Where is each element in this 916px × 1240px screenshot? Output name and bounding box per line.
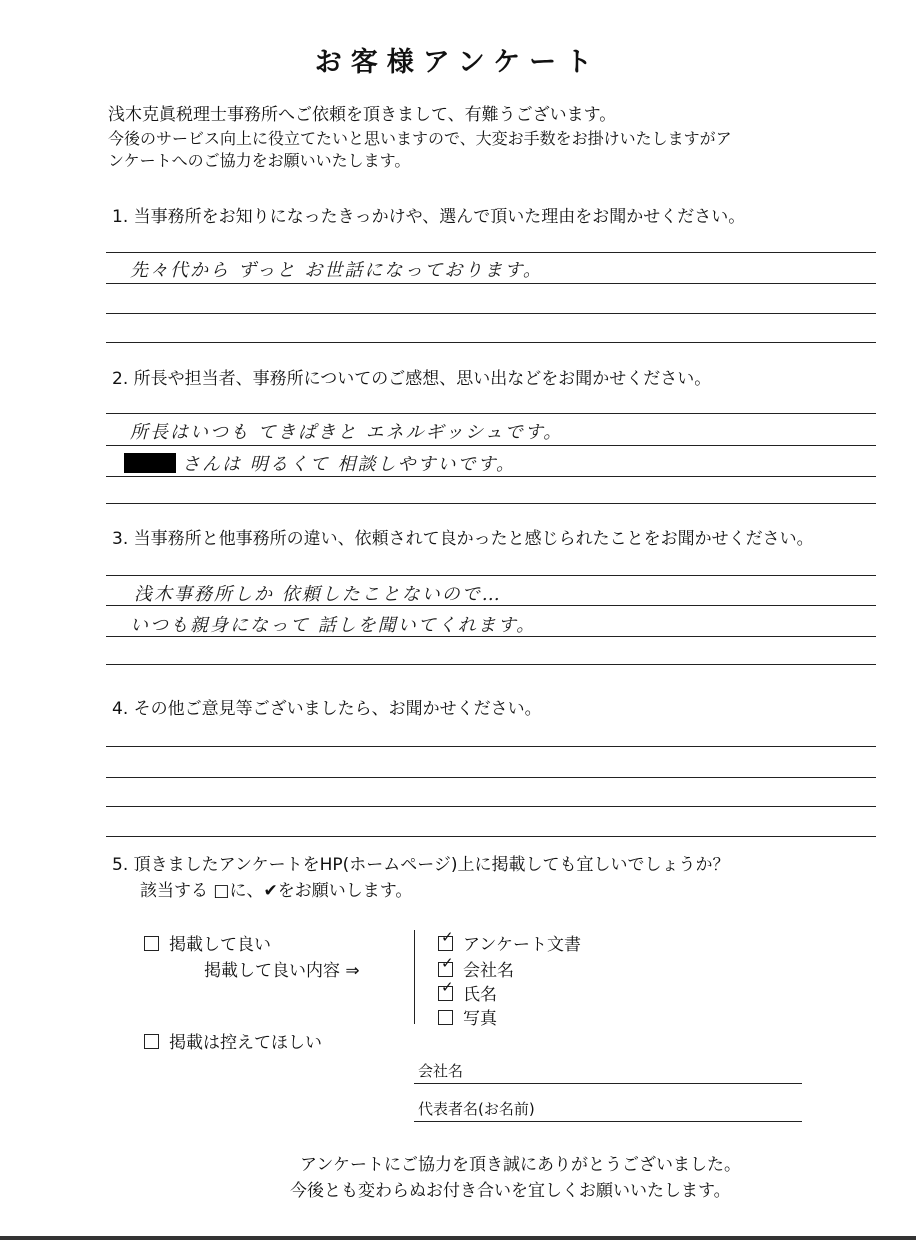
question-2: 2. 所長や担当者、事務所についてのご感想、思い出などをお聞かせください。 xyxy=(112,369,712,389)
publish-ng-checkbox[interactable] xyxy=(144,1034,159,1049)
q2-answer-2: さんは 明るくて 相談しやすいです。 xyxy=(182,454,517,475)
question-5-instruction: 該当する □に、✔をお願いします。 xyxy=(140,881,413,901)
answer-line xyxy=(106,476,876,477)
option-person-name[interactable] xyxy=(438,980,497,1005)
intro-line-3: ンケートへのご協力をお願いいたします。 xyxy=(108,151,411,170)
answer-line xyxy=(106,283,876,284)
options-bracket xyxy=(414,930,415,1024)
option-company-name-label: 会社名 xyxy=(463,961,514,981)
question-4: 4. その他ご意見等ございましたら、お聞かせください。 xyxy=(112,699,542,719)
answer-line xyxy=(106,313,876,314)
question-1: 1. 当事務所をお知りになったきっかけや、選んで頂いた理由をお聞かせください。 xyxy=(112,207,746,227)
answer-line xyxy=(106,636,876,637)
representative-name-label: 代表者名(お名前) xyxy=(418,1100,535,1118)
option-person-name-checkbox[interactable] xyxy=(438,978,454,1001)
answer-line xyxy=(106,252,876,253)
answer-line xyxy=(106,503,876,504)
option-photo[interactable] xyxy=(438,1004,497,1029)
answer-line xyxy=(106,445,876,446)
option-company-name-checkbox[interactable] xyxy=(438,954,454,977)
answer-line xyxy=(106,605,876,606)
intro-line-2: 今後のサービス向上に役立てたいと思いますので、大変お手数をお掛けいたしますがア xyxy=(108,129,732,148)
q1-answer-1: 先々代から ずっと お世話になっております。 xyxy=(130,260,543,281)
closing-line-2: 今後とも変わらぬお付き合いを宜しくお願いいたします。 xyxy=(290,1181,731,1201)
answer-line xyxy=(106,342,876,343)
q2-answer-1: 所長はいつも てきぱきと エネルギッシュです。 xyxy=(130,422,564,443)
publish-ok-option[interactable] xyxy=(144,930,271,955)
company-name-field-line[interactable] xyxy=(414,1083,802,1084)
question-5: 5. 頂きましたアンケートをHP(ホームページ)上に掲載しても宜しいでしょうか？ xyxy=(112,855,730,875)
answer-line xyxy=(106,413,876,414)
intro-line-1: 浅木克眞税理士事務所へご依頼を頂きまして、有難うございます。 xyxy=(108,105,617,125)
option-survey-doc-label: アンケート文書 xyxy=(463,935,581,955)
answer-line xyxy=(106,777,876,778)
option-person-name-label: 氏名 xyxy=(463,985,497,1005)
publish-ok-label: 掲載して良い xyxy=(169,935,271,955)
publish-ok-checkbox[interactable] xyxy=(144,936,159,951)
redacted-name-block xyxy=(124,453,176,473)
answer-line xyxy=(106,836,876,837)
answer-line xyxy=(106,746,876,747)
option-survey-doc[interactable] xyxy=(438,930,581,955)
scan-edge xyxy=(0,1236,916,1240)
check-mark-icon: ✓ xyxy=(441,978,454,996)
answer-line xyxy=(106,806,876,807)
publish-content-label: 掲載して良い内容 ⇒ xyxy=(204,961,360,981)
option-photo-label: 写真 xyxy=(463,1009,497,1029)
question-3: 3. 当事務所と他事務所の違い、依頼されて良かったと感じられたことをお聞かせください。 xyxy=(112,529,814,549)
option-survey-doc-checkbox[interactable] xyxy=(438,928,454,951)
q2-answer-2-wrapper xyxy=(124,450,516,476)
closing-line-1: アンケートにご協力を頂き誠にありがとうございました。 xyxy=(300,1155,741,1175)
answer-line xyxy=(106,664,876,665)
answer-line xyxy=(106,575,876,576)
q3-answer-1: 浅木事務所しか 依頼したことないので… xyxy=(134,584,502,605)
option-photo-checkbox[interactable] xyxy=(438,1010,453,1025)
publish-ng-label: 掲載は控えてほしい xyxy=(169,1033,322,1053)
page-title: お客様アンケート xyxy=(314,47,602,78)
check-mark-icon: ✓ xyxy=(441,928,454,946)
check-mark-icon: ✓ xyxy=(441,954,454,972)
representative-name-field-line[interactable] xyxy=(414,1121,802,1122)
publish-ng-option[interactable] xyxy=(144,1028,322,1053)
company-name-label: 会社名 xyxy=(418,1062,464,1080)
q3-answer-2: いつも親身になって 話しを聞いてくれます。 xyxy=(130,615,537,636)
